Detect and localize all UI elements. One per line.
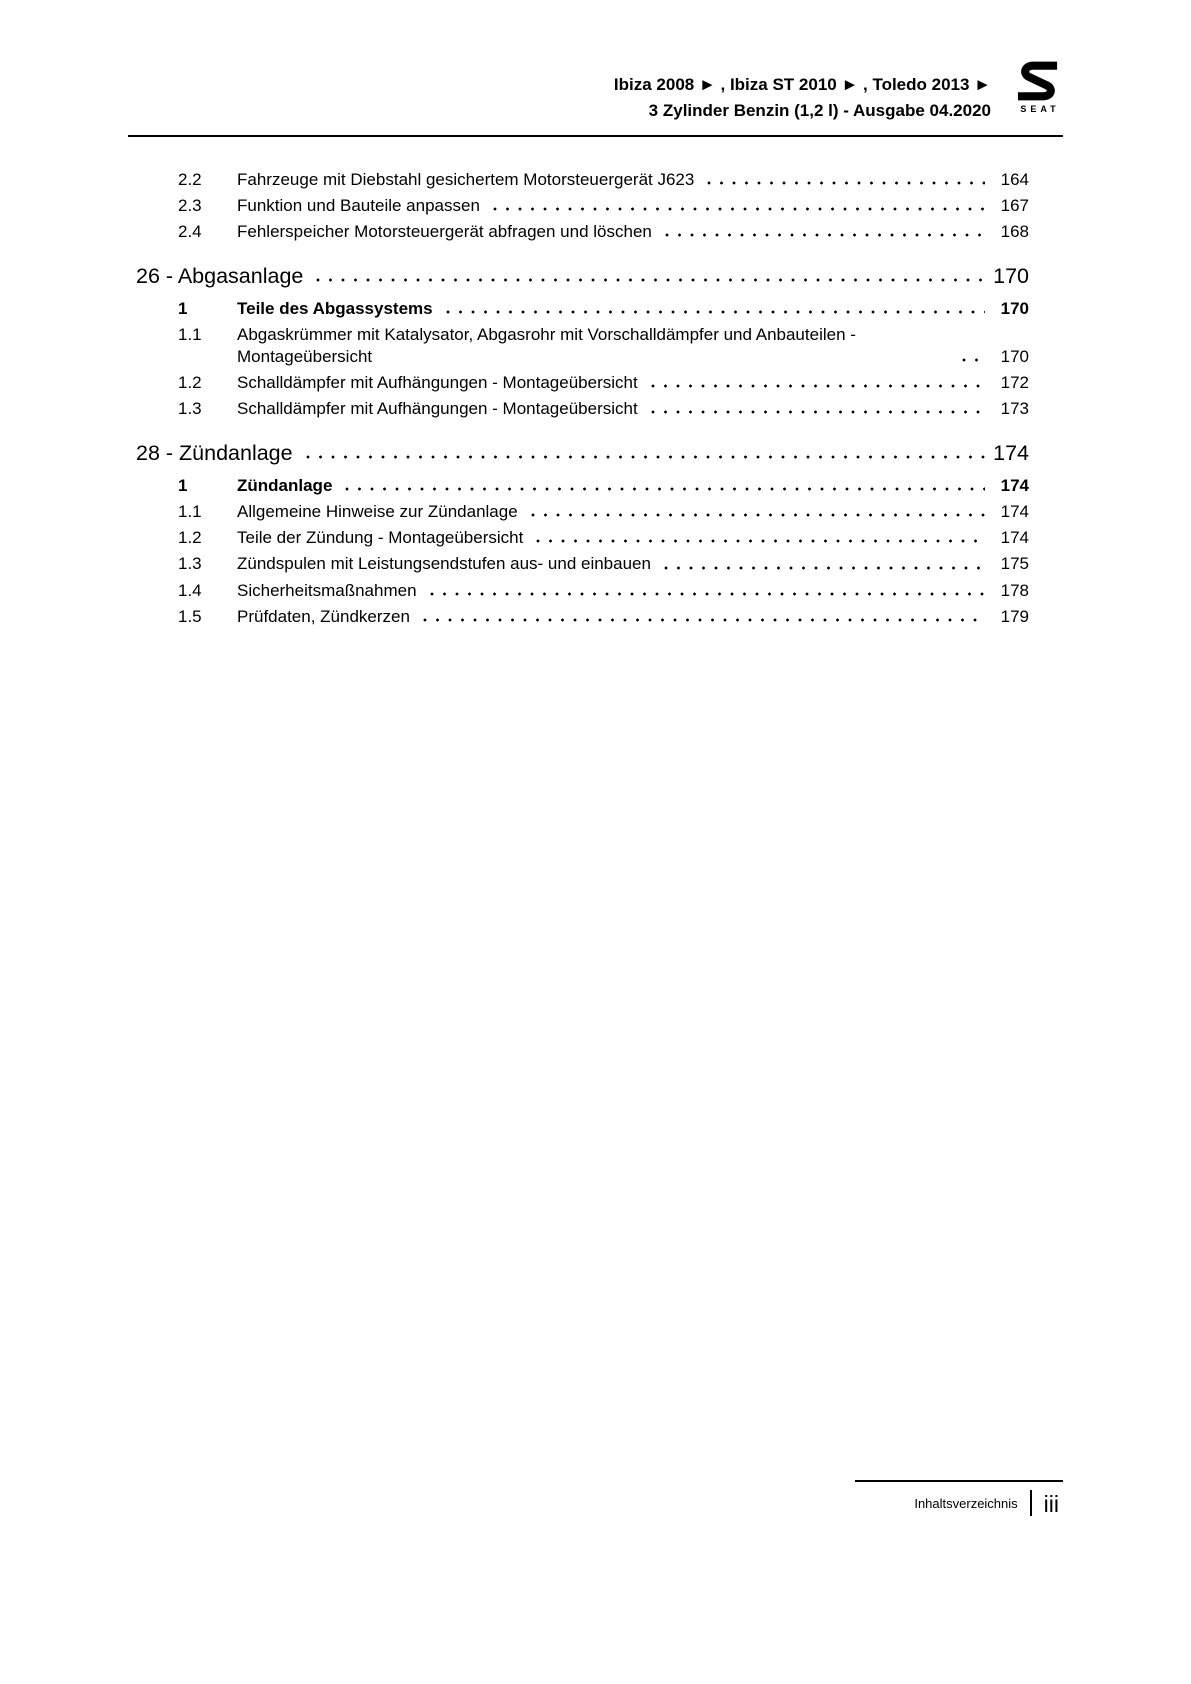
toc-entry[interactable] bbox=[128, 370, 1063, 396]
toc-entry-page: 174 bbox=[1000, 476, 1029, 496]
toc-entry-title: Zündspulen mit Leistungsendstufen aus- und einbauen bbox=[237, 554, 651, 574]
dot-leader bbox=[315, 276, 985, 284]
toc-entry[interactable] bbox=[128, 167, 1063, 193]
header-models-line: Ibiza 2008 ► , Ibiza ST 2010 ► , Toledo 2013 ► bbox=[613, 75, 991, 94]
toc-entry-page: 179 bbox=[1000, 606, 1029, 626]
toc-chapter[interactable] bbox=[128, 422, 1063, 473]
toc-entry[interactable] bbox=[128, 525, 1063, 551]
toc-entry-number: 2.3 bbox=[178, 195, 202, 215]
toc-chapter[interactable] bbox=[128, 245, 1063, 296]
toc-entry-title: Schalldämpfer mit Aufhängungen - Montageübersicht bbox=[237, 373, 638, 393]
toc-entry-title: Abgaskrümmer mit Katalysator, Abgasrohr mit Vorschalldämpfer und Anbauteilen - Montageübersicht bbox=[237, 324, 856, 367]
header-text bbox=[614, 60, 991, 125]
toc-chapter-page: 174 bbox=[993, 441, 1029, 466]
toc-entry-number: 1.3 bbox=[178, 399, 202, 419]
toc-entry-page: 178 bbox=[1000, 580, 1029, 600]
toc-entry[interactable] bbox=[128, 473, 1063, 499]
dot-leader bbox=[664, 231, 985, 239]
dot-leader bbox=[530, 511, 985, 519]
toc-entry-number: 1.2 bbox=[178, 373, 202, 393]
toc-entry-page: 168 bbox=[1000, 221, 1029, 241]
toc-entry[interactable] bbox=[128, 396, 1063, 422]
toc-entry-number: 1.4 bbox=[178, 580, 202, 600]
dot-leader bbox=[492, 205, 985, 213]
toc-chapter-title: 26 - Abgasanlage bbox=[136, 263, 304, 288]
toc-entry[interactable] bbox=[128, 499, 1063, 525]
toc-entry-page: 173 bbox=[1000, 399, 1029, 419]
toc-entry[interactable] bbox=[128, 322, 1063, 370]
toc-entry[interactable] bbox=[128, 296, 1063, 322]
toc-entry-number: 1.1 bbox=[178, 502, 202, 522]
footer-divider bbox=[1030, 1490, 1032, 1516]
header-divider bbox=[128, 135, 1063, 137]
seat-logo-text: SEAT bbox=[1020, 104, 1060, 114]
toc-entry-title: Zündanlage bbox=[237, 476, 333, 496]
toc-entry-page: 175 bbox=[1000, 554, 1029, 574]
page-footer bbox=[855, 1480, 1063, 1516]
toc-entry[interactable] bbox=[128, 604, 1063, 630]
toc-entry-page: 172 bbox=[1000, 373, 1029, 393]
table-of-contents bbox=[128, 167, 1063, 630]
toc-chapter-title: 28 - Zündanlage bbox=[136, 441, 293, 466]
footer-label: Inhaltsverzeichnis bbox=[914, 1495, 1018, 1511]
toc-entry-number: 1 bbox=[178, 476, 188, 496]
toc-entry-title: Schalldämpfer mit Aufhängungen - Montageübersicht bbox=[237, 399, 638, 419]
toc-entry-number: 2.2 bbox=[178, 169, 202, 189]
toc-entry-title: Fahrzeuge mit Diebstahl gesichertem Motorsteuergerät J623 bbox=[237, 169, 695, 189]
toc-entry-number: 1 bbox=[178, 298, 188, 318]
toc-entry-title: Allgemeine Hinweise zur Zündanlage bbox=[237, 502, 518, 522]
dot-leader bbox=[663, 564, 985, 572]
toc-entry-page: 170 bbox=[1000, 298, 1029, 318]
toc-entry-title: Prüfdaten, Zündkerzen bbox=[237, 606, 410, 626]
toc-entry[interactable] bbox=[128, 193, 1063, 219]
toc-entry-number: 1.2 bbox=[178, 528, 202, 548]
toc-entry-page: 170 bbox=[1000, 347, 1029, 367]
dot-leader bbox=[344, 485, 985, 493]
footer-page-number: iii bbox=[1043, 1490, 1059, 1517]
dot-leader bbox=[706, 179, 985, 187]
dot-leader bbox=[445, 308, 985, 316]
toc-entry[interactable] bbox=[128, 578, 1063, 604]
toc-entry-title: Teile der Zündung - Montageübersicht bbox=[237, 528, 524, 548]
toc-entry-title: Funktion und Bauteile anpassen bbox=[237, 195, 480, 215]
seat-s-icon bbox=[1015, 60, 1061, 102]
toc-entry-number: 1.1 bbox=[178, 324, 202, 344]
dot-leader bbox=[650, 408, 985, 416]
toc-entry-number: 1.5 bbox=[178, 606, 202, 626]
toc-entry-number: 2.4 bbox=[178, 221, 202, 241]
dot-leader bbox=[535, 537, 985, 545]
header-edition-line: 3 Zylinder Benzin (1,2 l) - Ausgabe 04.2020 bbox=[648, 101, 991, 121]
toc-entry-title: Fehlerspeicher Motorsteuergerät abfragen und löschen bbox=[237, 221, 652, 241]
toc-entry-page: 174 bbox=[1000, 528, 1029, 548]
toc-entry[interactable] bbox=[128, 219, 1063, 245]
dot-leader bbox=[429, 590, 985, 598]
toc-entry-page: 174 bbox=[1000, 502, 1029, 522]
toc-entry-title: Teile des Abgassystems bbox=[237, 298, 433, 318]
dot-leader bbox=[650, 382, 985, 390]
toc-entry-title: Sicherheitsmaßnahmen bbox=[237, 580, 417, 600]
toc-entry-page: 164 bbox=[1000, 169, 1029, 189]
dot-leader bbox=[422, 616, 985, 624]
dot-leader bbox=[961, 356, 985, 364]
toc-entry[interactable] bbox=[128, 551, 1063, 577]
toc-entry-number: 1.3 bbox=[178, 554, 202, 574]
toc-entry-page: 167 bbox=[1000, 195, 1029, 215]
dot-leader bbox=[305, 453, 985, 461]
toc-chapter-page: 170 bbox=[993, 263, 1029, 288]
seat-logo bbox=[1013, 60, 1063, 114]
page-header bbox=[0, 0, 1191, 125]
